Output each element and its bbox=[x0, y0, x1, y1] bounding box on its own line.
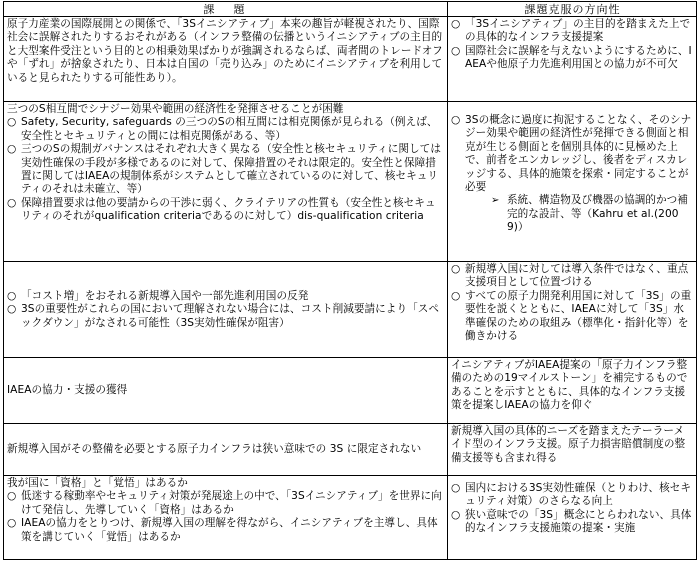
list-item: ○ Safety, Security, safeguards の三つのSの相互間には相克関係が見られる（例えば、安全性とセキュリティとの間には相克関係がある、等） bbox=[7, 116, 438, 142]
bullet-circle: ○ bbox=[451, 289, 461, 302]
list-item: ○ 「コスト増」をおそれる新規導入国や一部先進利用国の反発 bbox=[7, 289, 309, 302]
row4-direction-text: イニシアティブがIAEA提案の「原子力インフラ整備のための19マイルストーン」を補完するものであることを示すとともに、具体的なインフラ支援策を提案しIAEAの協力を仰ぐ bbox=[451, 359, 688, 412]
bullet-circle: ○ bbox=[451, 18, 461, 30]
row6-issue-heading: 我が国に「資格」と「覚悟」はあるか bbox=[7, 477, 188, 489]
list-item: ○ 三つのSの規制ガバナンスはそれぞれ大きく異なる（安全性と核セキュリティに関しては実効性確保の手段が多様であるのに対して、保障措置のそれは限定的。安全性と保障措置に関してはIAEAの規制体系がシステムとして確立されているのに対して、核セキュリティのそれは未確立、等） bbox=[7, 143, 441, 196]
table-row bbox=[4, 262, 696, 358]
row5-issue-cell bbox=[4, 424, 448, 475]
list-item: ○ 低迷する稼動率やセキュリティ対策が発展途上の中で、「3Sイニシアティブ」を世界に向けて発信し、先導していく「資格」はあるか bbox=[7, 490, 442, 516]
list-item: ○ 国内における3S実効性確保（とりわけ、核セキュリティ対策）のさらなる向上 bbox=[451, 482, 692, 508]
bullet-circle: ○ bbox=[451, 263, 461, 275]
list-item: ○ 3Sの重要性がこれらの国において理解されない場合には、コスト削減要請により「スペックダウン」がなされる可能性（3S実効性確保が阻害） bbox=[7, 303, 440, 329]
bullet-circle: ○ bbox=[7, 143, 17, 156]
sub-list-item: ➢ 系統、構造物及び機器の協調的かつ補完的な設計、等（Kahru et al.(2009)） bbox=[491, 194, 688, 234]
row3-direction-cell bbox=[448, 262, 696, 357]
list-item: ○ IAEAの協力をとりつけ、新規導入国の理解を得ながら、イニシアティブを主導し、具体策を講じていく「覚悟」はあるか bbox=[7, 517, 438, 543]
bullet-circle: ○ bbox=[451, 482, 461, 494]
header-direction: 課題克服の方向性 bbox=[524, 3, 621, 16]
list-item: ○ 狭い意味での「3S」概念にとらわれない、具体的なインフラ支援施策の提案・実施 bbox=[451, 508, 692, 535]
table-row bbox=[4, 358, 696, 424]
bullet-circle: ○ bbox=[451, 114, 461, 126]
row6-direction-cell bbox=[448, 476, 696, 559]
row1-direction-cell bbox=[448, 17, 696, 101]
header-issue: 課 題 bbox=[4, 2, 448, 16]
list-item: ○ 「3Sイニシアティブ」の主目的を踏まえた上での具体的なインフラ支援提案 bbox=[451, 18, 691, 44]
table-row bbox=[4, 102, 696, 262]
row3-issue-cell bbox=[4, 262, 448, 357]
table-row bbox=[4, 424, 696, 476]
list-item: ○ 3Sの概念に過度に拘泥することなく、そのシナジー効果や範囲の経済性が発揮できる側面と相克が生じる側面とを個別具体的に見極めた上で、前者をエンカレッジし、後者をディスカレッジする、具体的施策を探索・同定することが必要 bbox=[451, 114, 692, 194]
row2-direction-cell bbox=[448, 102, 696, 261]
row1-issue-text: 原子力産業の国際展開との関係で、「3Sイニシアティブ」本来の趣旨が軽視されたり、国際社会に誤解されたりするおそれがある（インフラ整備の伝播というイニシアティブの主目的と大型案件受注という目的との相乗効果ばかりが強調されるならば、両者間のトレードオフや「ずれ」が捨象されたり、日本は自国の「売り込み」のためにイニシアティブを利用していると見られたりする可能性あり）。 bbox=[4, 17, 448, 101]
bullet-circle: ○ bbox=[7, 196, 17, 209]
arrow-bullet-icon: ➢ bbox=[491, 195, 500, 207]
table-row bbox=[4, 476, 696, 559]
list-item: ○ 保障措置要求は他の要請からの干渉に弱く、クライテリアの性質も（安全性と核セキュリティのそれがqualification criteriaであるのに対して）dis-qualification criteria bbox=[7, 196, 436, 223]
bullet-circle: ○ bbox=[7, 303, 17, 316]
row4-issue-cell bbox=[4, 358, 448, 423]
list-item: ○ 国際社会に誤解を与えないようにするために、IAEAや他原子力先進利用国との協力が不可欠 bbox=[451, 44, 692, 71]
bullet-circle: ○ bbox=[451, 508, 461, 521]
row2-issue-cell bbox=[4, 102, 448, 261]
row6-issue-cell bbox=[4, 476, 448, 559]
row2-issue-heading: 三つのS相互間でシナジー効果や範囲の経済性を発揮させることが困難 bbox=[7, 103, 344, 115]
bullet-circle: ○ bbox=[451, 44, 461, 57]
bullet-circle: ○ bbox=[7, 289, 17, 302]
row4-issue-text: IAEAの協力・支援の獲得 bbox=[7, 384, 128, 397]
table-header-row bbox=[4, 2, 696, 17]
issues-table bbox=[3, 1, 697, 560]
row5-direction-text: 新規導入国の具体的ニーズを踏まえたテーラーメイド型のインフラ支援。原子力損害賠償制度の整備支援等も含まれ得る bbox=[451, 425, 686, 464]
list-item: ○ すべての原子力開発利用国に対して「3S」の重要性を説くとともに、IAEAに対して「3S」水準確保のための取組み（標準化・指針化等）を働きかける bbox=[451, 289, 692, 343]
bullet-circle: ○ bbox=[7, 517, 17, 530]
row5-issue-text: 新規導入国がその整備を必要とする原子力インフラは狭い意味での 3S に限定されない bbox=[7, 443, 422, 456]
table-row bbox=[4, 17, 696, 102]
list-item: ○ 新規導入国に対しては導入条件ではなく、重点支援項目として位置づける bbox=[451, 263, 689, 289]
bullet-circle: ○ bbox=[7, 490, 17, 503]
bullet-circle: ○ bbox=[7, 116, 17, 129]
